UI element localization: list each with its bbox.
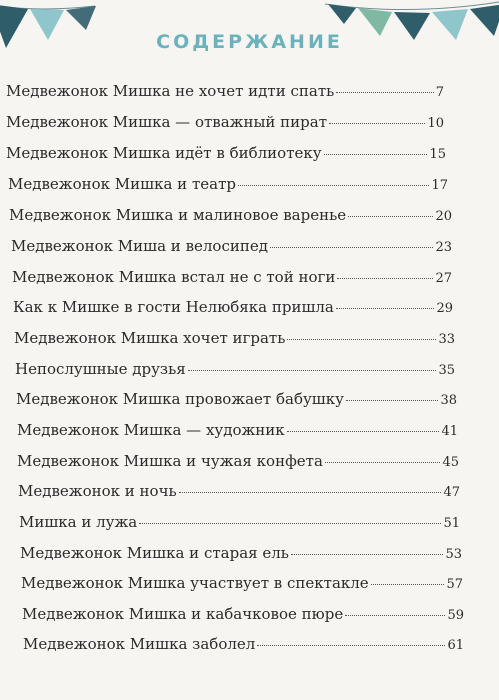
toc-entry-page: 33 [438, 332, 455, 347]
toc-leader-dots [238, 185, 429, 186]
toc-entry-title: Медвежонок Мишка и чужая конфета [17, 452, 323, 470]
toc-leader-dots [345, 615, 445, 616]
toc-entry[interactable] [16, 390, 457, 412]
toc-entry[interactable] [23, 635, 464, 657]
toc-entry-title: Медвежонок Мишка участвует в спектакле [21, 574, 369, 592]
toc-entry[interactable] [9, 206, 452, 228]
toc-leader-dots [337, 278, 433, 279]
toc-entry-page: 7 [435, 85, 444, 100]
toc-entry[interactable] [6, 82, 444, 104]
toc-entry[interactable] [12, 268, 452, 290]
toc-entry-page: 59 [447, 608, 464, 623]
toc-leader-dots [139, 523, 441, 524]
toc-entry-title: Медвежонок Миша и велосипед [11, 237, 268, 255]
toc-entry-title: Медвежонок Мишка встал не с той ноги [12, 268, 336, 286]
toc-entry-page: 45 [442, 455, 459, 470]
toc-entry[interactable] [6, 144, 446, 166]
toc-entry[interactable] [13, 298, 453, 320]
toc-entry[interactable] [21, 574, 463, 596]
toc-entry-page: 47 [443, 485, 460, 500]
toc-entry-title: Медвежонок и ночь [18, 482, 177, 500]
toc-entry[interactable] [22, 605, 464, 627]
toc-leader-dots [329, 123, 425, 124]
toc-entry[interactable] [11, 237, 452, 259]
toc-entry-page: 51 [443, 516, 460, 531]
toc-entry-page: 23 [435, 240, 452, 255]
toc-leader-dots [371, 584, 445, 585]
toc-entry[interactable] [17, 421, 458, 443]
toc-entry[interactable] [17, 452, 459, 474]
toc-entry[interactable] [19, 513, 460, 535]
toc-leader-dots [270, 247, 433, 248]
toc-leader-dots [325, 462, 441, 463]
toc-entry-title: Медвежонок Мишка хочет играть [14, 329, 286, 347]
toc-entry-page: 53 [445, 547, 462, 562]
toc-entry[interactable] [15, 360, 455, 382]
toc-entry-page: 57 [446, 577, 463, 592]
toc-leader-dots [287, 339, 436, 340]
toc-leader-dots [336, 92, 433, 93]
toc-entry-page: 41 [441, 424, 458, 439]
toc-leader-dots [257, 645, 445, 646]
toc-entry[interactable] [6, 113, 444, 135]
toc-entry[interactable] [18, 482, 460, 504]
toc-leader-dots [348, 216, 433, 217]
flag-left-3 [66, 6, 96, 30]
toc-entry[interactable] [14, 329, 455, 351]
toc-entry-page: 10 [427, 116, 444, 131]
toc-leader-dots [324, 154, 428, 155]
toc-leader-dots [179, 492, 442, 493]
toc-entry-page: 35 [438, 363, 455, 378]
toc-entry-title: Медвежонок Мишка и кабачковое пюре [22, 605, 344, 623]
page-title: СОДЕРЖАНИЕ [156, 31, 343, 53]
toc-entry-page: 15 [429, 147, 446, 162]
toc-leader-dots [336, 308, 435, 309]
toc-leader-dots [291, 554, 444, 555]
toc-entry-title: Медвежонок Мишка — отважный пират [6, 113, 328, 131]
toc-entry-title: Медвежонок Мишка и театр [8, 175, 236, 193]
toc-entry-page: 61 [447, 638, 464, 653]
toc-leader-dots [346, 400, 439, 401]
toc-entry-title: Как к Мишке в гости Нелюбяка пришла [13, 298, 334, 316]
toc-entry-title: Мишка и лужа [19, 513, 138, 531]
toc-entry-title: Медвежонок Мишка и малиновое варенье [9, 206, 347, 224]
toc-entry-title: Медвежонок Мишка не хочет идти спать [6, 82, 335, 100]
toc-entry-page: 38 [440, 393, 457, 408]
toc-entry-title: Медвежонок Мишка провожает бабушку [16, 390, 344, 408]
toc-entry-page: 20 [435, 209, 452, 224]
toc-leader-dots [287, 431, 440, 432]
toc-entry-title: Медвежонок Мишка и старая ель [20, 544, 289, 562]
toc-entry-title: Медвежонок Мишка — художник [17, 421, 285, 439]
toc-entry-title: Непослушные друзья [15, 360, 186, 378]
toc-entry[interactable] [20, 544, 462, 566]
toc-entry-title: Медвежонок Мишка заболел [23, 635, 256, 653]
toc-leader-dots [188, 370, 437, 371]
toc-entry[interactable] [8, 175, 448, 197]
toc-entry-page: 27 [435, 271, 452, 286]
toc-entry-page: 29 [436, 301, 453, 316]
toc-entry-title: Медвежонок Мишка идёт в библиотеку [6, 144, 322, 162]
toc-entry-page: 17 [431, 178, 448, 193]
